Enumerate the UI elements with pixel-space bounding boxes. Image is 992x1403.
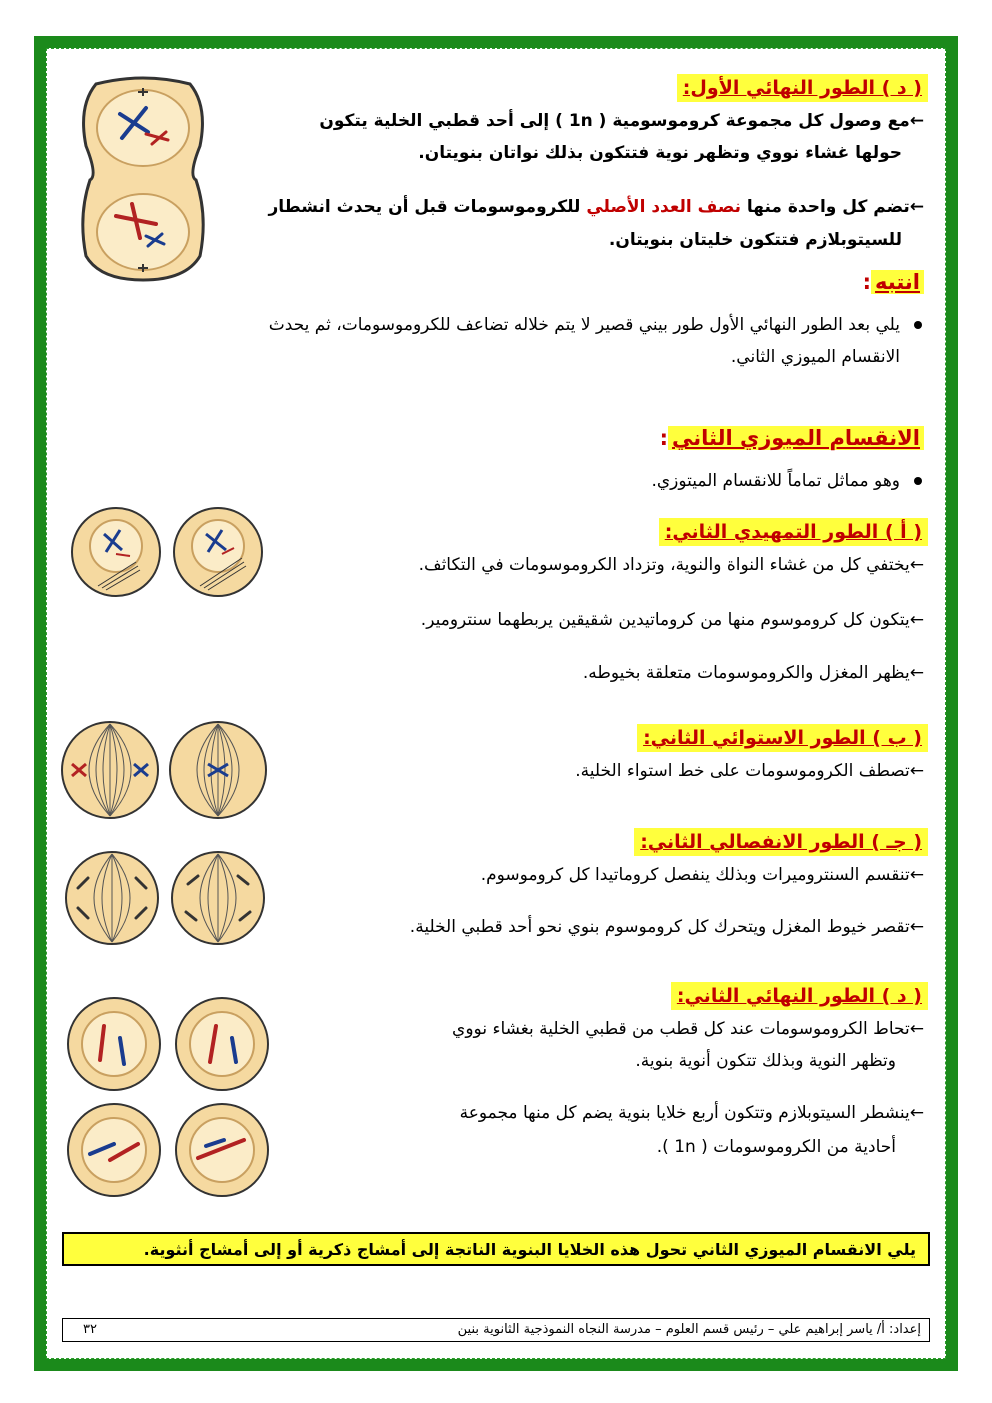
attention-heading: انتبه: <box>863 268 924 296</box>
attention-line1: يلي بعد الطور النهائي الأول طور بيني قصير لا يتم خلاله تضاعف للكروموسومات، ثم يحدث <box>269 310 922 340</box>
arrow-icon: ← <box>909 1019 924 1039</box>
telophase2-line3: ←ينشطر السيتوبلازم وتتكون أربع خلايا بنوية يضم كل منها مجموعة <box>459 1103 924 1123</box>
arrow-icon: ← <box>909 197 924 217</box>
arrow-icon: ← <box>909 865 924 885</box>
metaphase2-line1: ←تصطف الكروموسومات على خط استواء الخلية. <box>575 761 924 781</box>
telophase2-line1: ←تحاط الكروموسومات عند كل قطب من قطبي الخلية بغشاء نووي <box>452 1019 924 1039</box>
prophase2-line1: ←يختفي كل من غشاء النواة والنوية، وتزداد الكروموسومات في التكاثف. <box>418 555 924 575</box>
telophase2-line4: أحادية من الكروموسومات ( 1n ). <box>656 1137 896 1157</box>
meiosis2-line1: وهو مماثل تماماً للانقسام الميتوزي. <box>651 466 922 496</box>
arrow-icon: ← <box>909 917 924 937</box>
bullet-icon <box>914 477 922 485</box>
anaphase2-cells-image <box>62 848 270 948</box>
prophase2-line2: ←يتكون كل كروموسوم منها من كروماتيدين شقيقين يربطهما سنترومير. <box>420 610 924 630</box>
page-number: ٣٢ <box>83 1322 97 1337</box>
telophase1-cell-image <box>76 76 210 284</box>
telophase2-cells-image <box>64 994 274 1200</box>
telophase1-p1-line2: حولها غشاء نووي وتظهر نوية فتتكون بذلك نواتان بنويتان. <box>418 143 902 163</box>
note-box: يلي الانقسام الميوزي الثاني تحول هذه الخلايا البنوية الناتجة إلى أمشاج ذكرية أو إلى أمشاج أنثوية. <box>62 1232 930 1266</box>
arrow-icon: ← <box>909 761 924 781</box>
telophase1-p2-line2: للسيتوبلازم فتتكون خليتان بنويتان. <box>608 230 902 250</box>
meiosis2-heading: الانقسام الميوزي الثاني: <box>660 424 924 452</box>
arrow-icon: ← <box>909 555 924 575</box>
telophase2-line2: وتظهر النوية وبذلك تتكون أنوية بنوية. <box>635 1051 896 1071</box>
prophase2-line3: ←يظهر المغزل والكروموسومات متعلقة بخيوطه. <box>582 663 924 683</box>
half-number-highlight: نصف العدد الأصلي <box>586 197 741 217</box>
prophase2-cells-image <box>66 500 270 604</box>
telophase1-p2-line1: ←تضم كل واحدة منها نصف العدد الأصلي للكروموسومات قبل أن يحدث انشطار <box>268 197 924 217</box>
arrow-icon: ← <box>909 1103 924 1123</box>
attention-line2: الانقسام الميوزي الثاني. <box>730 347 900 367</box>
metaphase2-cells-image <box>58 718 270 822</box>
telophase2-heading: ( د ) الطور النهائي الثاني: <box>671 982 928 1010</box>
arrow-icon: ← <box>909 111 924 131</box>
arrow-icon: ← <box>909 663 924 683</box>
arrow-icon: ← <box>909 610 924 630</box>
prophase2-heading: ( أ ) الطور التمهيدي الثاني: <box>659 518 928 546</box>
footer-credit: إعداد: أ/ ياسر إبراهيم علي – رئيس قسم العلوم – مدرسة النجاه النموذجية الثانوية بنين <box>457 1322 921 1337</box>
metaphase2-heading: ( ب ) الطور الاستوائي الثاني: <box>637 724 928 752</box>
anaphase2-heading: ( جـ ) الطور الانفصالي الثاني: <box>634 828 928 856</box>
footer <box>62 1318 930 1342</box>
telophase1-p1-line1: ←مع وصول كل مجموعة كروموسومية ( 1n ) إلى أحد قطبي الخلية يتكون <box>319 111 924 131</box>
anaphase2-line1: ←تنقسم السنتروميرات وبذلك ينفصل كروماتيدا كل كروموسوم. <box>480 865 924 885</box>
anaphase2-line2: ←تقصر خيوط المغزل ويتحرك كل كروموسوم بنوي نحو أحد قطبي الخلية. <box>409 917 924 937</box>
telophase1-heading: ( د ) الطور النهائي الأول: <box>677 74 928 102</box>
bullet-icon <box>914 321 922 329</box>
